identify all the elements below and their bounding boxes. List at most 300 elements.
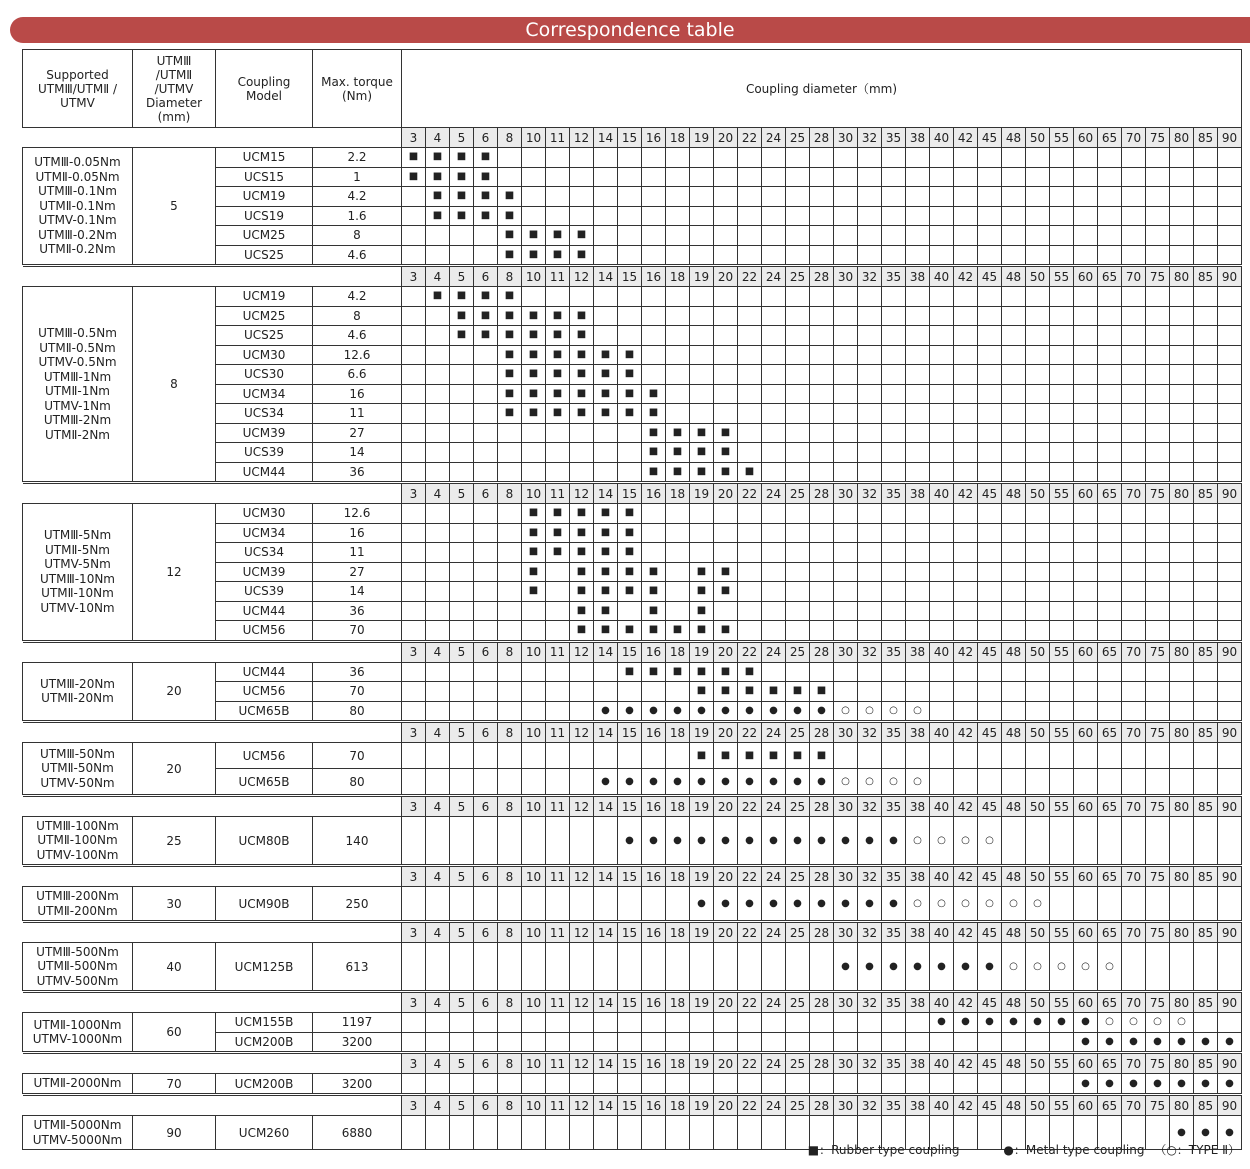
- metal-mark: ●: [834, 887, 858, 921]
- empty-cell: [930, 306, 954, 326]
- empty-cell: [426, 743, 450, 769]
- empty-cell: [1122, 943, 1146, 991]
- diameter-number: 20: [714, 267, 738, 287]
- diameter-number: 14: [594, 1096, 618, 1116]
- empty-cell: [1050, 287, 1074, 307]
- empty-cell: [426, 817, 450, 865]
- empty-cell: [1170, 701, 1194, 721]
- rubber-mark: ■: [642, 562, 666, 582]
- empty-cell: [666, 582, 690, 602]
- diameter-number: 32: [858, 797, 882, 817]
- empty-cell: [1026, 287, 1050, 307]
- diameter-number: 90: [1218, 797, 1242, 817]
- empty-cell: [1218, 523, 1242, 543]
- empty-cell: [858, 504, 882, 524]
- empty-cell: [522, 743, 546, 769]
- empty-cell: [1194, 543, 1218, 563]
- diameter-number: 8: [498, 867, 522, 887]
- metal-mark: ●: [978, 1013, 1002, 1033]
- coupling-model: UCS34: [216, 543, 313, 563]
- empty-cell: [930, 601, 954, 621]
- diameter-number: 30: [834, 1054, 858, 1074]
- empty-cell: [1194, 1013, 1218, 1033]
- diameter-number: 30: [834, 267, 858, 287]
- empty-cell: [402, 523, 426, 543]
- metal-mark: ●: [1002, 1013, 1026, 1033]
- metal-mark: ●: [738, 817, 762, 865]
- metal-mark: ●: [738, 769, 762, 795]
- empty-cell: [1098, 662, 1122, 682]
- empty-cell: [1002, 1032, 1026, 1052]
- empty-cell: [738, 206, 762, 226]
- empty-cell: [1026, 306, 1050, 326]
- empty-cell: [1146, 701, 1170, 721]
- rubber-mark: ■: [594, 601, 618, 621]
- empty-cell: [882, 148, 906, 168]
- empty-cell: [474, 365, 498, 385]
- diameter-number: 18: [666, 923, 690, 943]
- empty-cell: [546, 701, 570, 721]
- empty-cell: [474, 523, 498, 543]
- diameter-number: 11: [546, 867, 570, 887]
- empty-cell: [666, 1032, 690, 1052]
- empty-cell: [546, 943, 570, 991]
- metal-mark: ●: [1098, 1074, 1122, 1094]
- diameter-number: 3: [402, 923, 426, 943]
- empty-cell: [1074, 148, 1098, 168]
- diameter-number: 60: [1074, 923, 1098, 943]
- rubber-mark: ■: [522, 245, 546, 265]
- rubber-mark: ■: [594, 543, 618, 563]
- empty-cell: [426, 226, 450, 246]
- type2-mark: ○: [906, 817, 930, 865]
- diameter-number: 90: [1218, 484, 1242, 504]
- empty-cell: [762, 206, 786, 226]
- empty-cell: [1002, 817, 1026, 865]
- diameter-number: 42: [954, 723, 978, 743]
- diameter-number: 32: [858, 1096, 882, 1116]
- type2-mark: ○: [858, 769, 882, 795]
- empty-cell: [810, 523, 834, 543]
- empty-cell: [1098, 404, 1122, 424]
- diameter-number: 4: [426, 642, 450, 662]
- diameter-number: 85: [1194, 642, 1218, 662]
- empty-cell: [522, 601, 546, 621]
- empty-cell: [402, 743, 426, 769]
- empty-cell: [882, 206, 906, 226]
- type2-mark: ○: [1002, 943, 1026, 991]
- diameter-number: 60: [1074, 867, 1098, 887]
- empty-cell: [1026, 423, 1050, 443]
- rubber-mark: ■: [498, 287, 522, 307]
- empty-cell: [1026, 601, 1050, 621]
- rubber-mark: ■: [570, 226, 594, 246]
- empty-cell: [1002, 148, 1026, 168]
- empty-cell: [1170, 887, 1194, 921]
- empty-cell: [426, 601, 450, 621]
- rubber-mark: ■: [426, 148, 450, 168]
- metal-mark: ●: [642, 817, 666, 865]
- empty-cell: [906, 326, 930, 346]
- empty-cell: [930, 206, 954, 226]
- empty-cell: [1122, 423, 1146, 443]
- diameter-number: 10: [522, 993, 546, 1013]
- empty-cell: [906, 562, 930, 582]
- empty-cell: [810, 582, 834, 602]
- diameter-number: 90: [1218, 723, 1242, 743]
- empty-cell: [978, 423, 1002, 443]
- coupling-model: UCM19: [216, 187, 313, 207]
- diameter-number: 16: [642, 128, 666, 148]
- empty-cell: [498, 1013, 522, 1033]
- supported-models: UTMⅡ-5000Nm UTMV-5000Nm: [23, 1116, 133, 1150]
- empty-cell: [786, 621, 810, 641]
- diameter-number: 30: [834, 1096, 858, 1116]
- empty-cell: [690, 504, 714, 524]
- diameter-number: 4: [426, 128, 450, 148]
- empty-cell: [546, 443, 570, 463]
- empty-cell: [978, 701, 1002, 721]
- coupling-model: UCM90B: [216, 887, 313, 921]
- empty-cell: [474, 1074, 498, 1094]
- diameter-number: 25: [786, 128, 810, 148]
- type2-mark: ○: [906, 887, 930, 921]
- diameter-number: 45: [978, 797, 1002, 817]
- diameter-number: 5: [450, 267, 474, 287]
- empty-cell: [1170, 682, 1194, 702]
- empty-cell: [1170, 365, 1194, 385]
- empty-cell: [618, 1116, 642, 1150]
- rubber-mark: ■: [402, 167, 426, 187]
- empty-cell: [1026, 187, 1050, 207]
- empty-cell: [690, 523, 714, 543]
- diameter-number: 40: [930, 993, 954, 1013]
- metal-mark: ●: [642, 701, 666, 721]
- empty-cell: [426, 943, 450, 991]
- empty-cell: [570, 1074, 594, 1094]
- diameter-number: 15: [618, 1096, 642, 1116]
- rubber-mark: ■: [546, 543, 570, 563]
- metal-mark: ●: [642, 769, 666, 795]
- empty-cell: [618, 462, 642, 482]
- empty-cell: [402, 462, 426, 482]
- diameter-number: 35: [882, 797, 906, 817]
- empty-cell: [1218, 601, 1242, 621]
- empty-cell: [474, 621, 498, 641]
- empty-cell: [978, 743, 1002, 769]
- empty-cell: [1218, 326, 1242, 346]
- empty-cell: [738, 326, 762, 346]
- empty-cell: [522, 1116, 546, 1150]
- rubber-mark: ■: [546, 384, 570, 404]
- empty-cell: [498, 543, 522, 563]
- empty-cell: [690, 306, 714, 326]
- empty-cell: [1026, 701, 1050, 721]
- empty-cell: [1194, 701, 1218, 721]
- empty-cell: [1122, 365, 1146, 385]
- empty-cell: [810, 245, 834, 265]
- empty-cell: [1170, 187, 1194, 207]
- empty-cell: [498, 582, 522, 602]
- empty-cell: [1074, 462, 1098, 482]
- empty-cell: [762, 562, 786, 582]
- empty-cell: [810, 1013, 834, 1033]
- empty-cell: [642, 226, 666, 246]
- empty-cell: [1074, 187, 1098, 207]
- max-torque: 80: [313, 769, 402, 795]
- empty-cell: [1002, 187, 1026, 207]
- empty-cell: [522, 1074, 546, 1094]
- diameter-number: 18: [666, 267, 690, 287]
- diameter-number: 45: [978, 267, 1002, 287]
- empty-cell: [906, 384, 930, 404]
- empty-cell: [1074, 621, 1098, 641]
- empty-cell: [1098, 443, 1122, 463]
- empty-cell: [1170, 523, 1194, 543]
- empty-cell: [1050, 543, 1074, 563]
- empty-cell: [738, 226, 762, 246]
- diameter-number: 42: [954, 484, 978, 504]
- diameter-number: 14: [594, 267, 618, 287]
- diameter-number: 70: [1122, 1054, 1146, 1074]
- shaft-diameter: 60: [133, 1013, 216, 1052]
- empty-cell: [1122, 345, 1146, 365]
- empty-cell: [546, 682, 570, 702]
- empty-cell: [1098, 504, 1122, 524]
- header-supported: Supported UTMⅢ/UTMⅡ / UTMV: [23, 50, 133, 128]
- metal-mark: ●: [1122, 1074, 1146, 1094]
- empty-cell: [570, 1116, 594, 1150]
- empty-cell: [930, 423, 954, 443]
- empty-cell: [450, 887, 474, 921]
- diameter-number: 15: [618, 797, 642, 817]
- empty-cell: [906, 662, 930, 682]
- empty-cell: [906, 682, 930, 702]
- empty-cell: [1194, 345, 1218, 365]
- empty-cell: [930, 582, 954, 602]
- empty-cell: [762, 1032, 786, 1052]
- empty-cell: [1050, 384, 1074, 404]
- diameter-number: 14: [594, 797, 618, 817]
- shaft-diameter: 70: [133, 1074, 216, 1094]
- diameter-number: 80: [1170, 1096, 1194, 1116]
- empty-cell: [1146, 287, 1170, 307]
- empty-cell: [930, 543, 954, 563]
- empty-cell: [954, 562, 978, 582]
- max-torque: 4.2: [313, 187, 402, 207]
- empty-cell: [1218, 443, 1242, 463]
- empty-cell: [474, 1116, 498, 1150]
- diameter-number: 65: [1098, 267, 1122, 287]
- rubber-mark: ■: [546, 345, 570, 365]
- rubber-mark: ■: [522, 543, 546, 563]
- empty-cell: [786, 404, 810, 424]
- metal-mark: ●: [1218, 1116, 1242, 1150]
- number-row-blank: [23, 993, 402, 1013]
- empty-cell: [498, 662, 522, 682]
- empty-cell: [402, 245, 426, 265]
- empty-cell: [1122, 887, 1146, 921]
- empty-cell: [1098, 384, 1122, 404]
- diameter-number: 22: [738, 723, 762, 743]
- diameter-number: 75: [1146, 993, 1170, 1013]
- number-row-blank: [23, 723, 402, 743]
- empty-cell: [618, 1013, 642, 1033]
- empty-cell: [786, 582, 810, 602]
- type2-mark: ○: [882, 769, 906, 795]
- empty-cell: [690, 187, 714, 207]
- empty-cell: [810, 562, 834, 582]
- empty-cell: [834, 523, 858, 543]
- empty-cell: [810, 148, 834, 168]
- diameter-number: 25: [786, 723, 810, 743]
- rubber-mark: ■: [570, 306, 594, 326]
- rubber-mark: ■: [618, 504, 642, 524]
- empty-cell: [786, 562, 810, 582]
- empty-cell: [546, 1013, 570, 1033]
- empty-cell: [1098, 562, 1122, 582]
- rubber-mark: ■: [450, 148, 474, 168]
- empty-cell: [1002, 621, 1026, 641]
- empty-cell: [882, 306, 906, 326]
- empty-cell: [906, 462, 930, 482]
- metal-mark: ●: [762, 701, 786, 721]
- diameter-number: 65: [1098, 642, 1122, 662]
- empty-cell: [1170, 543, 1194, 563]
- empty-cell: [618, 148, 642, 168]
- empty-cell: [1098, 769, 1122, 795]
- rubber-mark: ■: [450, 306, 474, 326]
- empty-cell: [642, 504, 666, 524]
- rubber-mark: ■: [618, 582, 642, 602]
- empty-cell: [954, 443, 978, 463]
- empty-cell: [1122, 148, 1146, 168]
- empty-cell: [1218, 206, 1242, 226]
- empty-cell: [978, 621, 1002, 641]
- rubber-mark: ■: [546, 306, 570, 326]
- empty-cell: [666, 206, 690, 226]
- diameter-number: 70: [1122, 267, 1146, 287]
- supported-models: UTMⅡ-1000Nm UTMV-1000Nm: [23, 1013, 133, 1052]
- metal-mark: ●: [978, 943, 1002, 991]
- diameter-number: 20: [714, 867, 738, 887]
- empty-cell: [450, 943, 474, 991]
- diameter-number: 5: [450, 1054, 474, 1074]
- diameter-number: 5: [450, 1096, 474, 1116]
- empty-cell: [1170, 601, 1194, 621]
- diameter-number: 3: [402, 867, 426, 887]
- rubber-mark: ■: [570, 523, 594, 543]
- empty-cell: [570, 287, 594, 307]
- metal-mark: ●: [858, 887, 882, 921]
- empty-cell: [930, 769, 954, 795]
- empty-cell: [474, 245, 498, 265]
- empty-cell: [450, 384, 474, 404]
- rubber-mark: ■: [570, 404, 594, 424]
- empty-cell: [978, 326, 1002, 346]
- empty-cell: [402, 306, 426, 326]
- empty-cell: [618, 287, 642, 307]
- empty-cell: [450, 743, 474, 769]
- shaft-diameter: 12: [133, 504, 216, 641]
- diameter-number: 5: [450, 993, 474, 1013]
- diameter-number: 65: [1098, 723, 1122, 743]
- diameter-number: 50: [1026, 1054, 1050, 1074]
- diameter-number: 70: [1122, 642, 1146, 662]
- empty-cell: [786, 504, 810, 524]
- empty-cell: [1122, 187, 1146, 207]
- rubber-mark: ■: [522, 384, 546, 404]
- diameter-number: 35: [882, 267, 906, 287]
- empty-cell: [450, 1074, 474, 1094]
- diameter-number: 50: [1026, 993, 1050, 1013]
- diameter-number: 8: [498, 993, 522, 1013]
- diameter-number: 85: [1194, 484, 1218, 504]
- empty-cell: [618, 682, 642, 702]
- diameter-number: 12: [570, 797, 594, 817]
- diameter-number: 12: [570, 993, 594, 1013]
- empty-cell: [978, 582, 1002, 602]
- empty-cell: [954, 543, 978, 563]
- diameter-number: 20: [714, 723, 738, 743]
- rubber-mark: ■: [786, 682, 810, 702]
- diameter-number: 28: [810, 128, 834, 148]
- diameter-number: 24: [762, 484, 786, 504]
- rubber-mark: ■: [570, 345, 594, 365]
- empty-cell: [570, 743, 594, 769]
- diameter-number: 70: [1122, 993, 1146, 1013]
- empty-cell: [1098, 701, 1122, 721]
- empty-cell: [1146, 523, 1170, 543]
- diameter-number: 38: [906, 993, 930, 1013]
- empty-cell: [1194, 682, 1218, 702]
- empty-cell: [1002, 701, 1026, 721]
- empty-cell: [522, 287, 546, 307]
- empty-cell: [882, 167, 906, 187]
- diameter-number: 11: [546, 267, 570, 287]
- empty-cell: [930, 462, 954, 482]
- empty-cell: [714, 523, 738, 543]
- empty-cell: [1050, 523, 1074, 543]
- empty-cell: [426, 306, 450, 326]
- diameter-number: 20: [714, 128, 738, 148]
- diameter-number: 25: [786, 484, 810, 504]
- diameter-number: 15: [618, 128, 642, 148]
- empty-cell: [1074, 206, 1098, 226]
- empty-cell: [738, 1032, 762, 1052]
- empty-cell: [546, 423, 570, 443]
- diameter-number: 80: [1170, 267, 1194, 287]
- empty-cell: [810, 1032, 834, 1052]
- max-torque: 1197: [313, 1013, 402, 1033]
- empty-cell: [882, 582, 906, 602]
- empty-cell: [618, 167, 642, 187]
- empty-cell: [954, 187, 978, 207]
- diameter-number: 25: [786, 993, 810, 1013]
- empty-cell: [714, 504, 738, 524]
- diameter-number: 25: [786, 923, 810, 943]
- diameter-number: 28: [810, 867, 834, 887]
- diameter-number: 38: [906, 1054, 930, 1074]
- empty-cell: [1170, 743, 1194, 769]
- max-torque: 16: [313, 384, 402, 404]
- metal-mark: ●: [618, 701, 642, 721]
- diameter-number: 32: [858, 642, 882, 662]
- empty-cell: [978, 769, 1002, 795]
- empty-cell: [666, 226, 690, 246]
- empty-cell: [786, 287, 810, 307]
- empty-cell: [594, 682, 618, 702]
